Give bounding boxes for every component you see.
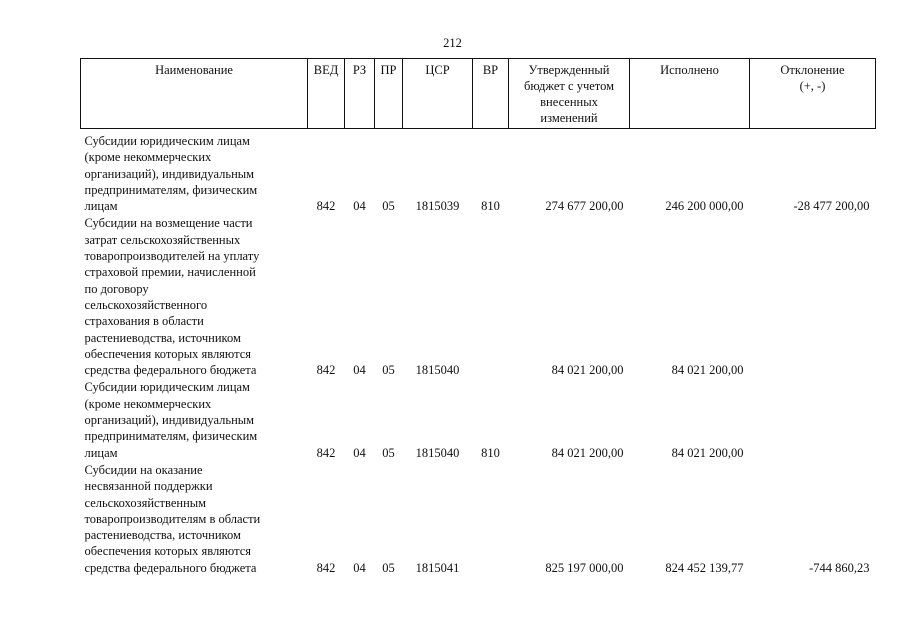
row-approved: 84 021 200,00 xyxy=(551,363,624,378)
row-name-line: Субсидии на возмещение части xyxy=(84,216,253,231)
row-name-line: сельскохозяйственным xyxy=(84,495,207,510)
row-csr: 1815040 xyxy=(415,445,460,460)
row-name-line: предпринимателям, физическим xyxy=(84,182,258,197)
row-ved: 842 xyxy=(316,445,336,460)
header-name: Наименование xyxy=(81,59,308,129)
row-name-line: предпринимателям, физическим xyxy=(84,429,258,444)
row-name-line: средства федерального бюджета xyxy=(84,363,257,378)
row-deviation: -28 477 200,00 xyxy=(793,199,870,214)
row-csr: 1815041 xyxy=(415,560,460,575)
header-deviation-line: Отклонение xyxy=(780,63,845,77)
row-name-line: растениеводства, источником xyxy=(84,528,241,543)
table-row xyxy=(81,462,876,577)
header-rz: РЗ xyxy=(345,59,375,129)
row-name-line: обеспечения которых являются xyxy=(84,544,252,559)
row-name-line: товаропроизводителям в области xyxy=(84,511,261,526)
row-ved: 842 xyxy=(316,363,336,378)
row-pr: 05 xyxy=(382,363,395,378)
header-ved: ВЕД xyxy=(308,59,345,129)
row-vr xyxy=(473,462,509,577)
row-name xyxy=(81,129,308,216)
row-rz: 04 xyxy=(353,363,366,378)
row-name xyxy=(81,379,308,461)
row-name-line: страховой премии, начисленной xyxy=(84,265,256,280)
row-name-line: организаций), индивидуальным xyxy=(84,413,255,428)
row-name-line: организаций), индивидуальным xyxy=(84,166,255,181)
header-csr: ЦСР xyxy=(403,59,473,129)
row-name-line: Субсидии юридическим лицам xyxy=(84,134,250,148)
header-approved-line: изменений xyxy=(540,111,598,125)
header-row xyxy=(81,59,876,129)
budget-table xyxy=(80,58,876,577)
row-name xyxy=(81,462,308,577)
row-rz: 04 xyxy=(353,445,366,460)
header-deviation-line: (+, -) xyxy=(799,79,826,93)
row-deviation: -744 860,23 xyxy=(809,560,870,575)
row-approved: 84 021 200,00 xyxy=(551,445,624,460)
row-name-line: (кроме некоммерческих xyxy=(84,396,212,411)
row-name-line: несвязанной поддержки xyxy=(84,479,213,494)
row-pr: 05 xyxy=(382,560,395,575)
row-name-line: Субсидии на оказание xyxy=(84,462,203,477)
table-row xyxy=(81,129,876,216)
row-name-line: (кроме некоммерческих xyxy=(84,150,212,165)
header-approved-line: Утвержденный xyxy=(528,63,610,77)
row-executed: 84 021 200,00 xyxy=(671,445,744,460)
row-pr: 05 xyxy=(382,199,395,214)
row-name-line: страхования в области xyxy=(84,314,204,329)
row-approved: 274 677 200,00 xyxy=(545,199,624,214)
page-number: 212 xyxy=(443,36,462,50)
row-name-line: товаропроизводителей на уплату xyxy=(84,249,260,264)
header-vr: ВР xyxy=(473,59,509,129)
row-executed: 246 200 000,00 xyxy=(665,199,744,214)
row-rz: 04 xyxy=(353,199,366,214)
row-name-line: сельскохозяйственного xyxy=(84,297,208,312)
row-name-line: лицам xyxy=(84,199,118,214)
header-approved-line: бюджет с учетом xyxy=(523,79,614,93)
row-name-line: Субсидии юридическим лицам xyxy=(84,380,250,395)
header-pr: ПР xyxy=(375,59,403,129)
row-pr: 05 xyxy=(382,445,395,460)
row-deviation xyxy=(750,215,876,379)
header-approved xyxy=(509,59,630,129)
row-name-line: растениеводства, источником xyxy=(84,330,241,345)
header-deviation xyxy=(750,59,876,129)
row-name-line: средства федерального бюджета xyxy=(84,560,257,575)
row-csr: 1815039 xyxy=(415,199,460,214)
header-approved-line: внесенных xyxy=(540,95,598,109)
row-executed: 824 452 139,77 xyxy=(665,560,744,575)
header-executed: Исполнено xyxy=(630,59,750,129)
row-name-line: лицам xyxy=(84,445,118,460)
row-name-line: обеспечения которых являются xyxy=(84,346,252,361)
row-vr: 810 xyxy=(481,445,500,460)
row-rz: 04 xyxy=(353,560,366,575)
row-ved: 842 xyxy=(316,560,336,575)
row-deviation xyxy=(750,379,876,461)
row-name-line: затрат сельскохозяйственных xyxy=(84,232,241,247)
table-row xyxy=(81,379,876,461)
row-vr: 810 xyxy=(481,199,500,214)
row-approved: 825 197 000,00 xyxy=(545,560,624,575)
row-vr xyxy=(473,215,509,379)
row-name xyxy=(81,215,308,379)
table-row xyxy=(81,215,876,379)
row-csr: 1815040 xyxy=(415,363,460,378)
row-name-line: по договору xyxy=(84,281,149,296)
row-executed: 84 021 200,00 xyxy=(671,363,744,378)
row-ved: 842 xyxy=(316,199,336,214)
